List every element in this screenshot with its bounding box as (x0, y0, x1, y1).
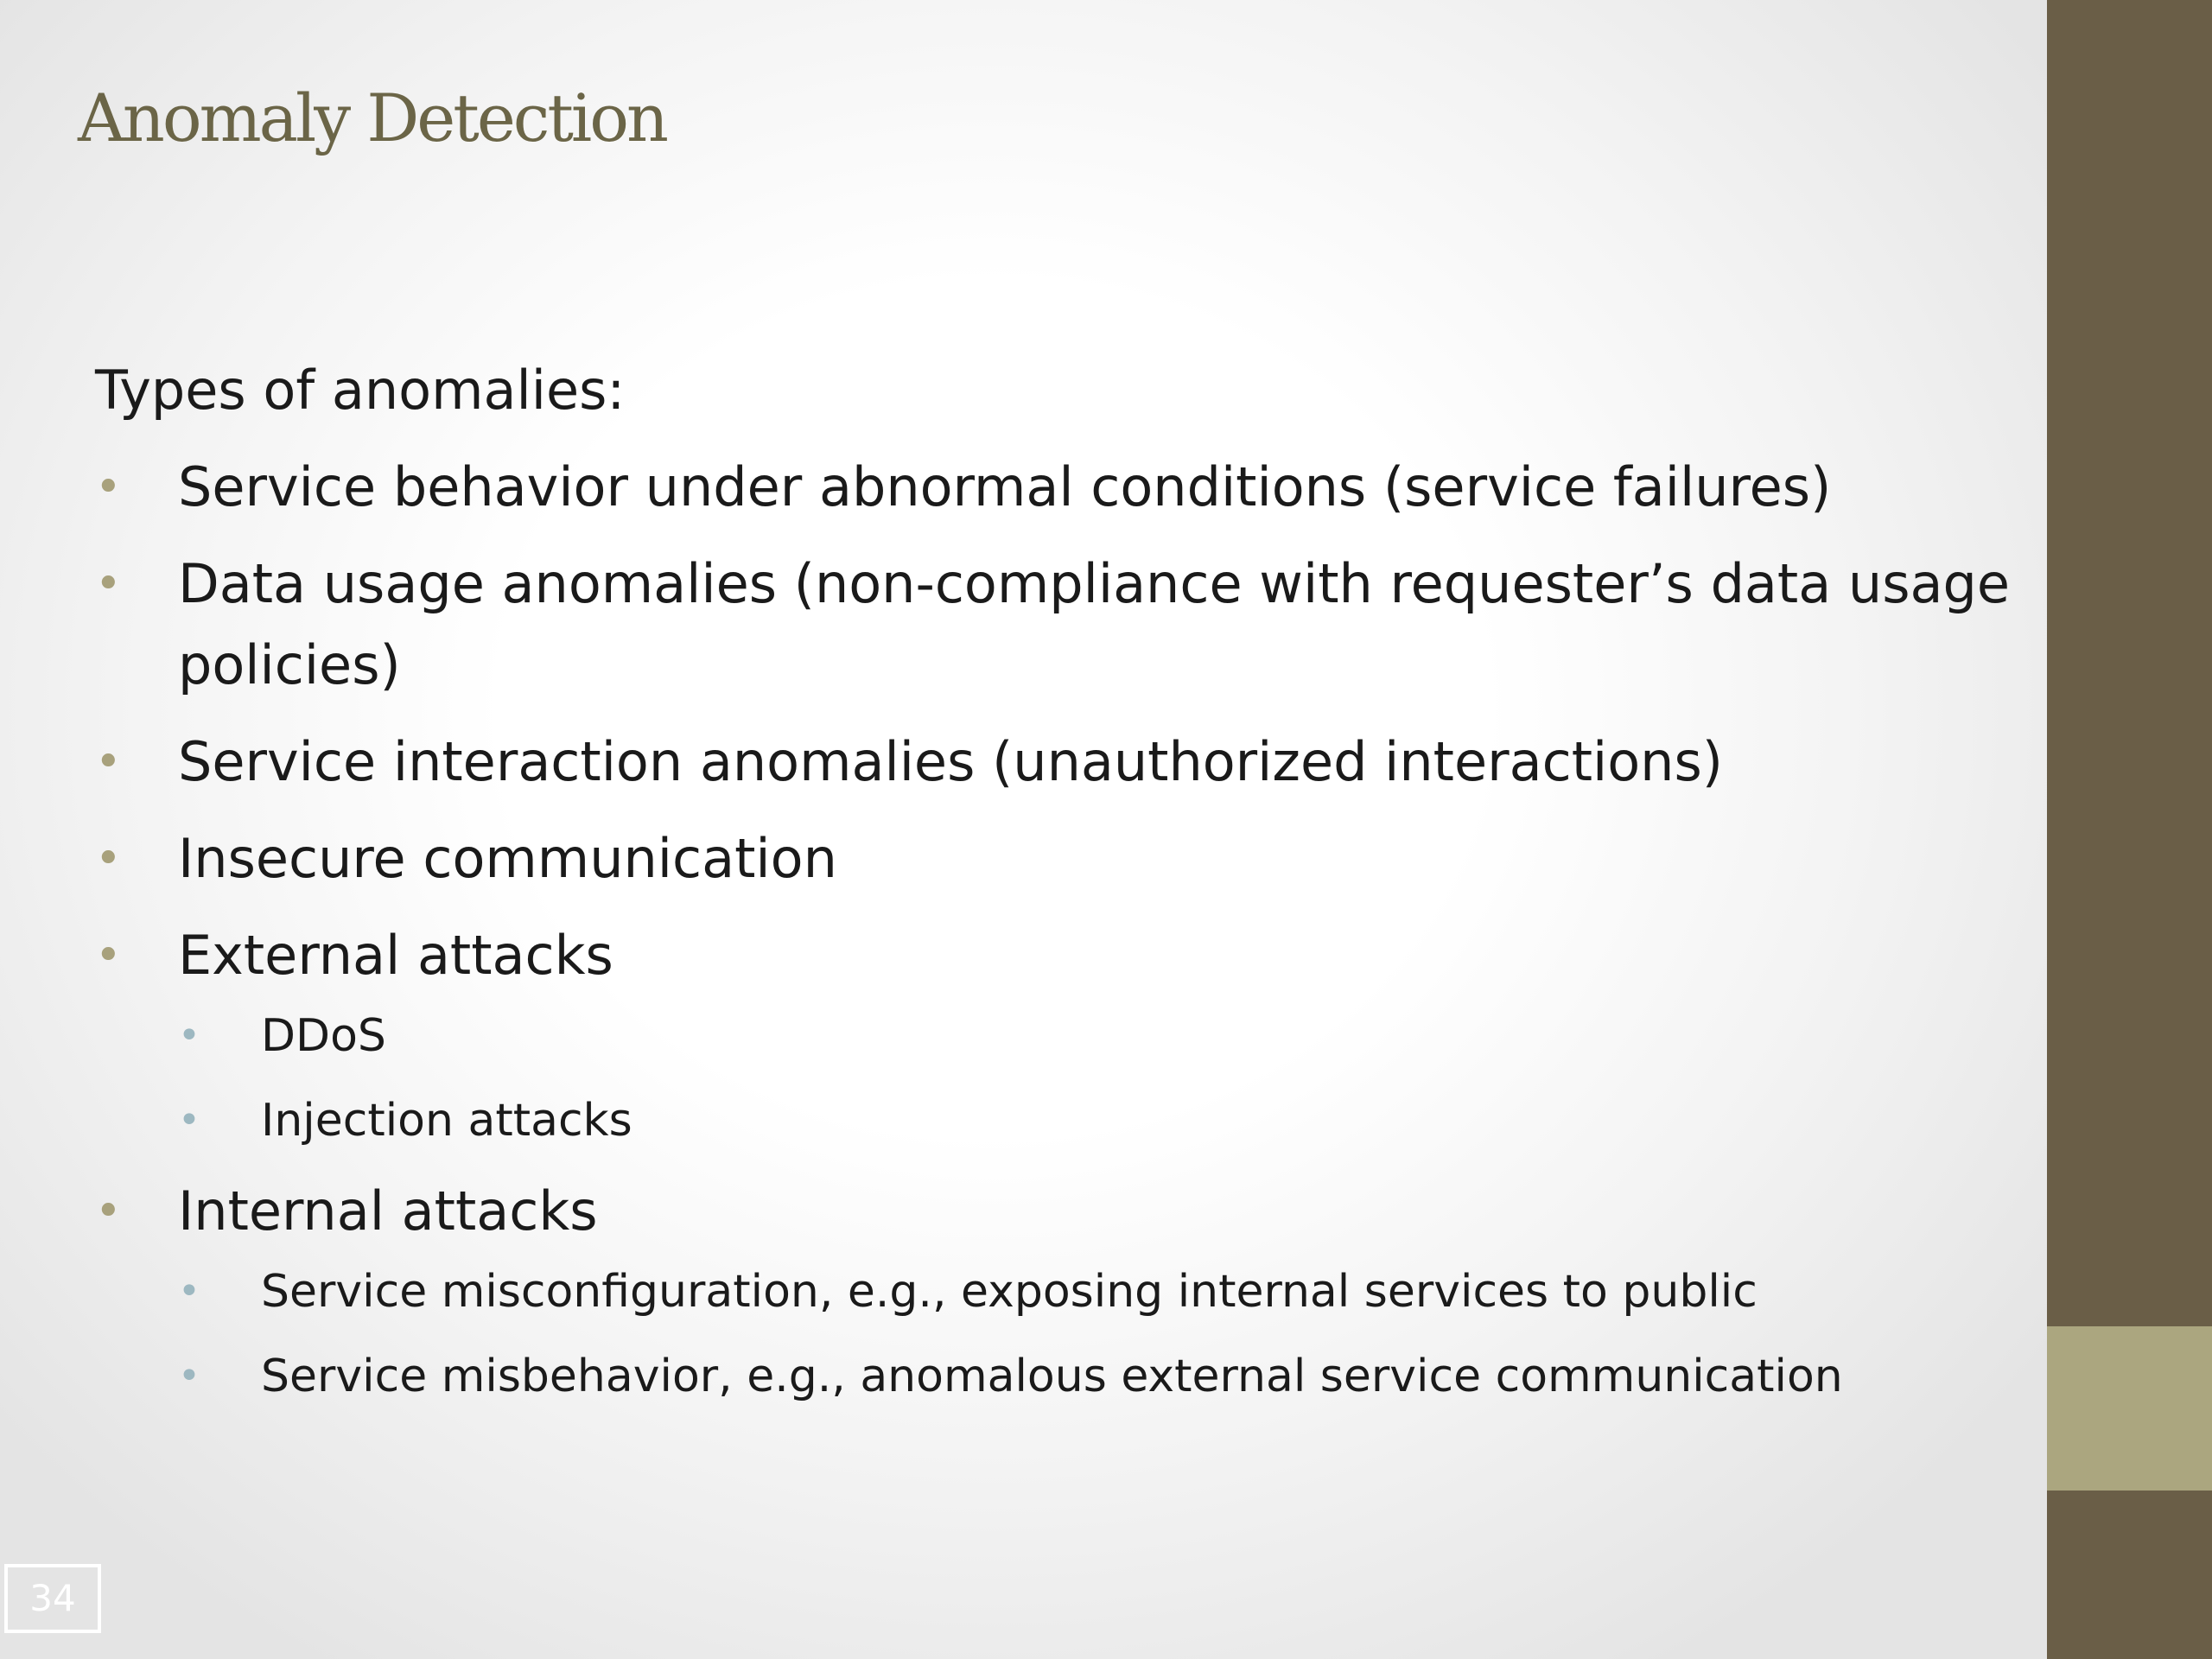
bullet-icon: • (95, 461, 122, 513)
sub-list-item-text: Injection attacks (261, 1095, 632, 1147)
anomaly-list (95, 447, 2039, 1411)
list-item (95, 818, 2039, 899)
list-item (95, 543, 2039, 706)
sub-list-item-text: DDoS (261, 1010, 386, 1062)
intro-text: Types of anomalies: (95, 359, 626, 422)
list-item-text: Insecure communication (178, 827, 837, 890)
sub-bullet-icon: • (178, 1269, 200, 1313)
bullet-icon: • (95, 930, 122, 982)
slide-title: Anomaly Detection (78, 79, 666, 156)
slide-number: 34 (4, 1564, 101, 1633)
slide-body (95, 350, 2039, 1427)
list-item (95, 1171, 2039, 1411)
right-accent-block (2047, 1326, 2212, 1491)
list-item (95, 447, 2039, 528)
sub-list-item (178, 1342, 2039, 1411)
sub-bullet-icon: • (178, 1098, 200, 1142)
sub-list (178, 1257, 2039, 1411)
sub-list-item (178, 1001, 2039, 1071)
sub-list-item-text: Service misconfiguration, e.g., exposing internal services to public (261, 1266, 1758, 1318)
list-item (95, 915, 2039, 1155)
sub-bullet-icon: • (178, 1014, 200, 1058)
sub-list-item (178, 1086, 2039, 1155)
list-item-text: Service interaction anomalies (unauthorized interactions) (178, 730, 1723, 793)
bullet-icon: • (95, 736, 122, 788)
bullet-icon: • (95, 558, 122, 610)
list-item-text: External attacks (178, 924, 613, 987)
list-item-text: Internal attacks (178, 1179, 598, 1243)
list-item-text: Service behavior under abnormal conditions (service failures) (178, 455, 1832, 518)
sub-list-item (178, 1257, 2039, 1326)
bullet-icon: • (95, 1185, 122, 1237)
bullet-icon: • (95, 833, 122, 885)
list-item (95, 721, 2039, 803)
sub-bullet-icon: • (178, 1354, 200, 1398)
sub-list-item-text: Service misbehavior, e.g., anomalous external service communication (261, 1351, 1843, 1402)
list-item-text: Data usage anomalies (non-compliance with requester’s data usage policies) (178, 552, 2011, 696)
sub-list (178, 1001, 2039, 1155)
